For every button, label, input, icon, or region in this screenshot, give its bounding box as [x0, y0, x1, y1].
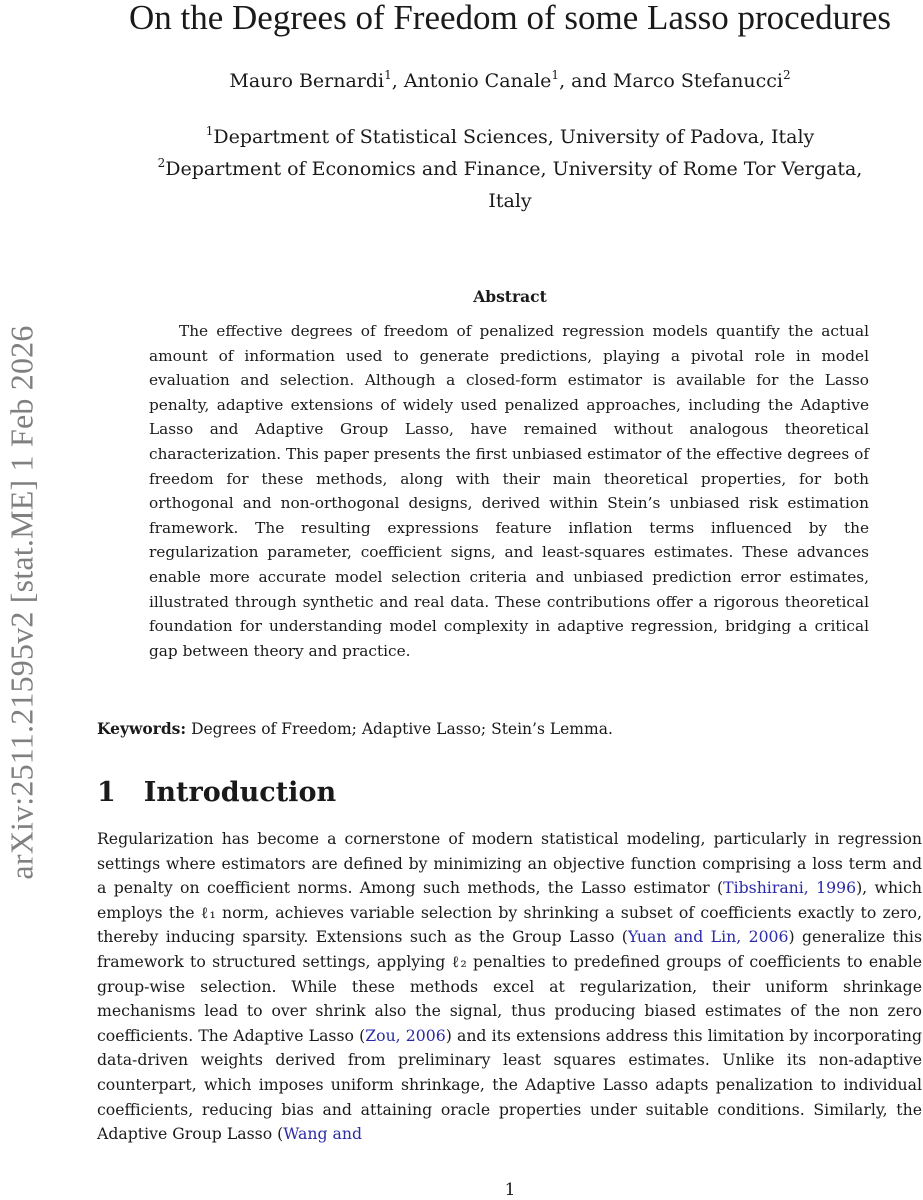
- affiliation-2: [0, 153, 923, 185]
- affiliation-mark: 2: [157, 156, 166, 170]
- citation-link-yuan-lin[interactable]: Yuan and Lin, 2006: [627, 927, 789, 947]
- affiliation-mark: 1: [205, 124, 214, 138]
- author-affiliation-mark: 1: [384, 68, 392, 82]
- intro-text: Regularization has become a cornerstone of modern statistical modeling, particularly in regression settings where estimators are defined by minimizing an objective function comprising a loss term and a penalty on coefficient norms. Among such methods, the Lasso estimator (: [97, 829, 922, 898]
- abstract-body: The effective degrees of freedom of penalized regression models quantify the actual amount of information used to generate predictions, playing a pivotal role in model evaluation and selection. Although a closed-form estimator is available for the Lasso penalty, adaptive extensions of widely used penalized approaches, including the Adaptive Lasso and Adaptive Group Lasso, have remained without analogous theoretical characterization. This paper presents the first unbiased estimator of the effective degrees of freedom for these methods, along with their main theoretical properties, for both orthogonal and non-orthogonal designs, derived within Stein’s unbiased risk estimation framework. The resulting expressions feature inflation terms influenced by the regularization parameter, coefficient signs, and least-squares estimates. These advances enable more accurate model selection criteria and unbiased prediction error estimates, illustrated through synthetic and real data. These contributions offer a rigorous theoretical foundation for understanding model complexity in adaptive regression, bridging a critical gap between theory and practice.: [149, 322, 869, 660]
- intro-text: ) generalize this framework to structured settings, applying ℓ₂ penalties to predefined groups of coefficients to enable group-wise selection. While these methods excel at regularization, their uniform shrinkage mechanisms lead to over shrink also the signal, thus producing biased estimates of the non zero coefficients. The Adaptive Lasso (: [97, 927, 923, 1045]
- affiliation-2-continued: Italy: [488, 190, 532, 212]
- arxiv-identifier: arXiv:2511.21595v2 [stat.ME] 1 Feb 2026: [3, 324, 40, 880]
- author-name: , and Marco Stefanucci: [559, 70, 783, 92]
- keywords-line: [97, 717, 613, 741]
- paper-title: On the Degrees of Freedom of some Lasso procedures: [129, 0, 891, 37]
- author-name: Mauro Bernardi: [229, 70, 385, 92]
- affiliation-1: [0, 121, 923, 153]
- author-affiliation-mark: 2: [782, 68, 791, 82]
- affiliation-text: Department of Economics and Finance, University of Rome Tor Vergata,: [165, 158, 863, 180]
- section-title: Introduction: [143, 777, 337, 808]
- citation-link-zou[interactable]: Zou, 2006: [365, 1025, 446, 1045]
- abstract-heading: Abstract: [473, 287, 547, 306]
- author-affiliation-mark: 1: [551, 68, 560, 82]
- page-number: 1: [504, 1180, 516, 1200]
- affiliation-text: Department of Statistical Sciences, University of Padova, Italy: [213, 126, 815, 148]
- author-name: , Antonio Canale: [391, 70, 552, 92]
- intro-text: ), which employs the ℓ₁ norm, achieves variable selection by shrinking a subset of coefficients exactly to zero, thereby inducing sparsity. Extensions such as the Group Lasso (: [97, 878, 922, 947]
- intro-paragraph: [97, 827, 922, 1147]
- intro-text: ) and its extensions address this limitation by incorporating data-driven weights derived from preliminary least squares estimates. Unlike its non-adaptive counterpart, which imposes uniform shrinkage, the Adaptive Lasso adapts penalization to individual coefficients, reducing bias and attaining oracle properties under suitable conditions. Similarly, the Adaptive Group Lasso (: [97, 1025, 922, 1144]
- arxiv-side-tag: [4, 262, 40, 942]
- author-list: [0, 66, 923, 96]
- citation-link-tibshirani[interactable]: Tibshirani, 1996: [723, 878, 857, 898]
- keywords-text: Degrees of Freedom; Adaptive Lasso; Stein’s Lemma.: [186, 720, 613, 738]
- citation-link-wang[interactable]: Wang and: [283, 1124, 363, 1144]
- section-number: 1: [97, 777, 116, 808]
- keywords-label: Keywords:: [97, 719, 187, 738]
- section-heading: [97, 773, 336, 813]
